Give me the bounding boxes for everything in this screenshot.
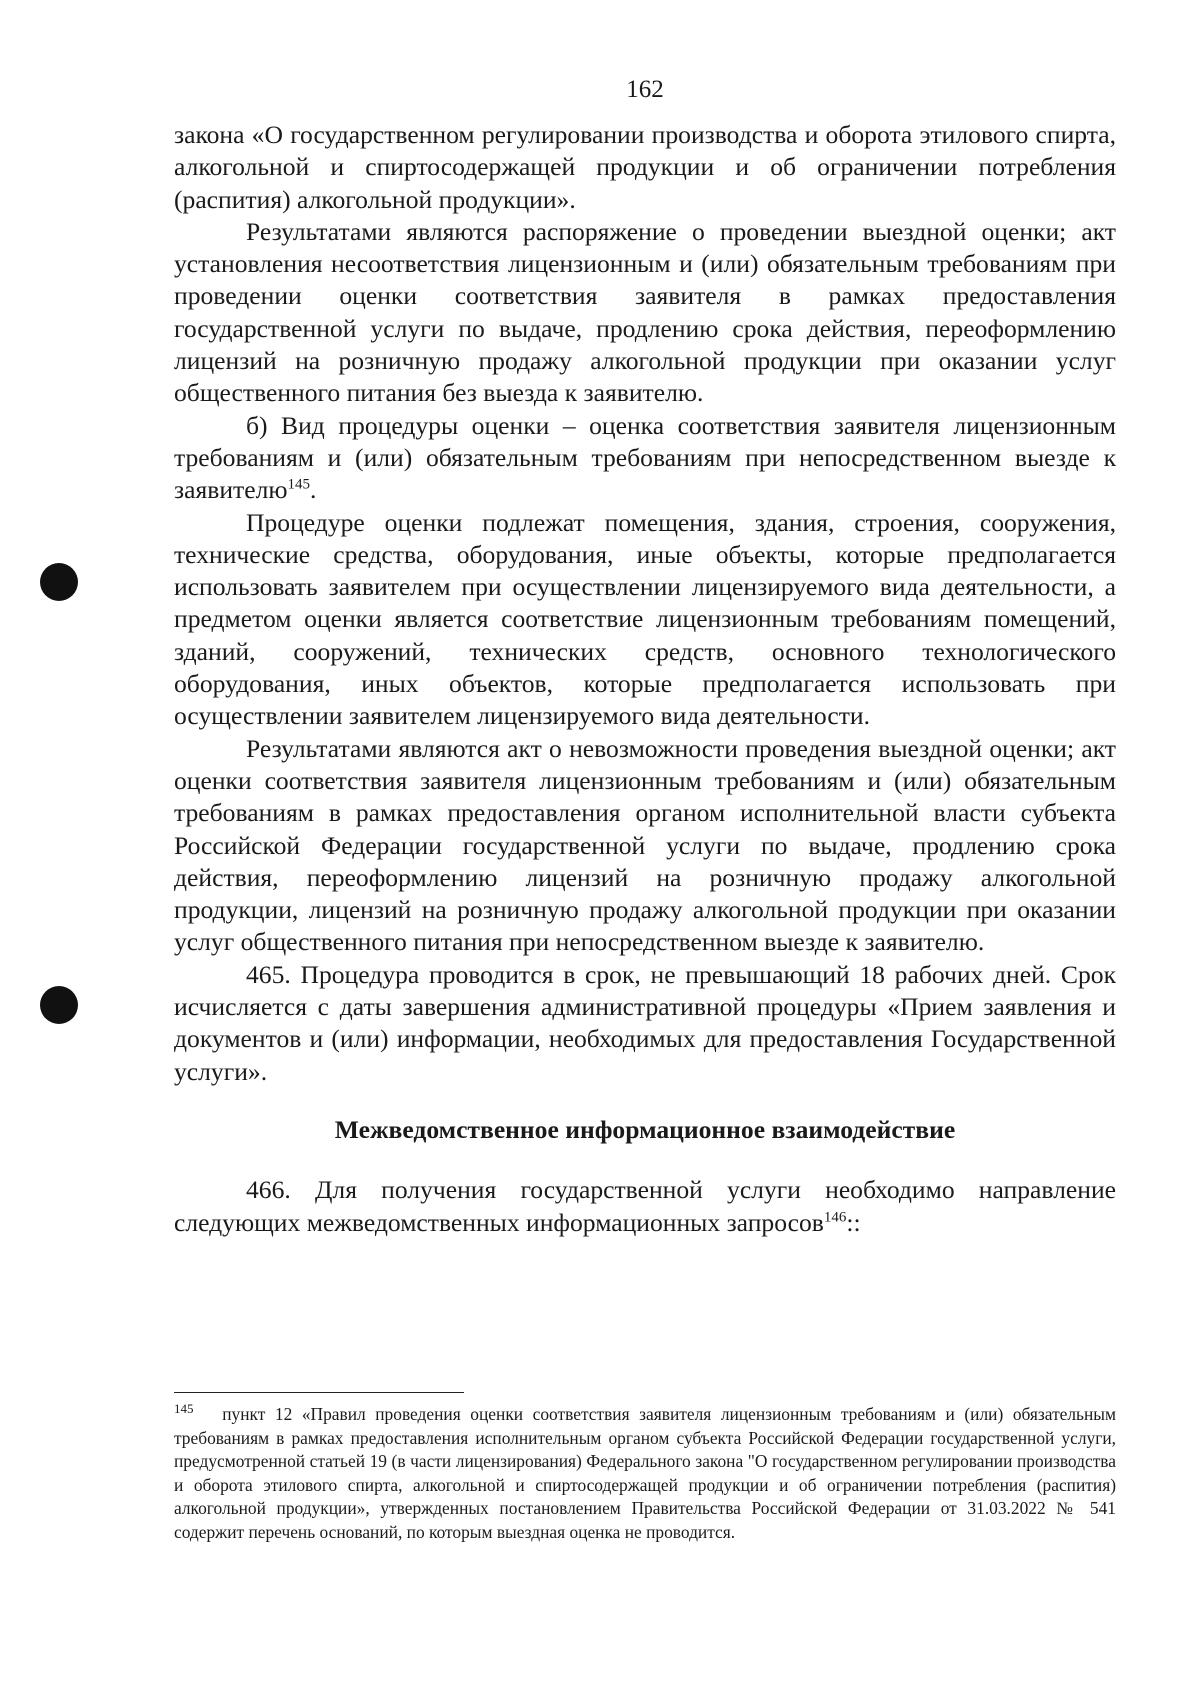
footnote-ref-146[interactable]: 146 xyxy=(823,1208,847,1225)
footnote-text: пункт 12 «Правил проведения оценки соответствия заявителя лицензионным требованиям и (или) обязательным требованиям в рамках предоставления исполнительным органом субъекта Российской Федерации государственной услуги, предусмотренной статьей 19 (в части лицензирования) Федерального закона "О государственном регулировании производства и оборота этилового спирта, алкогольной и спиртосодержащей продукции и об ограничении потребления (распития) алкогольной продукции», утвержденных постановлением Правительства Российской Федерации от 31.03.2022 № 541 содержит перечень оснований, по которым выездная оценка не проводится. xyxy=(174,1404,1116,1542)
paragraph-466 xyxy=(174,1174,1116,1239)
paragraph-procedure-type-text: б) Вид процедуры оценки – оценка соответствия заявителя лицензионным требованиям и (или) обязательным требованиям при непосредственном выезде к заявителю xyxy=(174,410,1116,505)
paragraph-results-1: Результатами являются распоряжение о проведении выездной оценки; акт установления несоответствия лицензионным и (или) обязательным требованиям при проведении оценки соответствия заявителя в рамках предоставления государственной услуги по выдаче, продлению срока действия, переоформлению лицензий на розничную продажу алкогольной продукции при оказании услуг общественного питания без выезда к заявителю. xyxy=(174,216,1116,408)
paragraph-assessment-subject: Процедуре оценки подлежат помещения, здания, строения, сооружения, технические средства, оборудования, иные объекты, которые предполагается использовать заявителем при осуществлении лицензируемого вида деятельности, а предметом оценки является соответствие лицензионным требованиям помещений, зданий, сооружений, технических средств, основного технологического оборудования, иных объектов, которые предполагается использовать при осуществлении заявителем лицензируемого вида деятельности. xyxy=(174,507,1116,731)
paragraph-procedure-type-end: . xyxy=(309,475,317,505)
paragraph-results-2: Результатами являются акт о невозможности проведения выездной оценки; акт оценки соответствия заявителя лицензионным требованиям и (или) обязательным требованиям в рамках предоставления органом исполнительной власти субъекта Российской Федерации государственной услуги по выдаче, продлению срока действия, переоформлению лицензий на розничную продажу алкогольной продукции, лицензий на розничную продажу алкогольной продукции при оказании услуг общественного питания при непосредственном выезде к заявителю. xyxy=(174,733,1116,957)
paragraph-procedure-type xyxy=(174,410,1116,507)
footnote-separator xyxy=(174,1392,464,1393)
paragraph-continuation: закона «О государственном регулировании производства и оборота этилового спирта, алкогольной и спиртосодержащей продукции и об ограничении потребления (распития) алкогольной продукции». xyxy=(174,120,1116,214)
section-heading: Межведомственное информационное взаимодействие xyxy=(334,1114,956,1144)
paragraph-466-text: 466. Для получения государственной услуги необходимо направление следующих межведомственных информационных запросов xyxy=(174,1175,1116,1237)
punch-hole-mark xyxy=(40,563,78,601)
paragraph-465: 465. Процедура проводится в срок, не превышающий 18 рабочих дней. Срок исчисляется с даты завершения административной процедуры «Прием заявления и документов и (или) информации, необходимых для предоставления Государственной услуги». xyxy=(174,959,1116,1086)
body-text xyxy=(174,119,1116,1239)
footnote-ref-145[interactable]: 145 xyxy=(287,476,310,493)
page-number: 162 xyxy=(626,76,664,103)
footnote-145 xyxy=(174,1403,1116,1545)
punch-hole-mark xyxy=(40,986,78,1024)
footnote-number: 145 xyxy=(174,1401,194,1417)
paragraph-466-end: :: xyxy=(846,1207,861,1237)
